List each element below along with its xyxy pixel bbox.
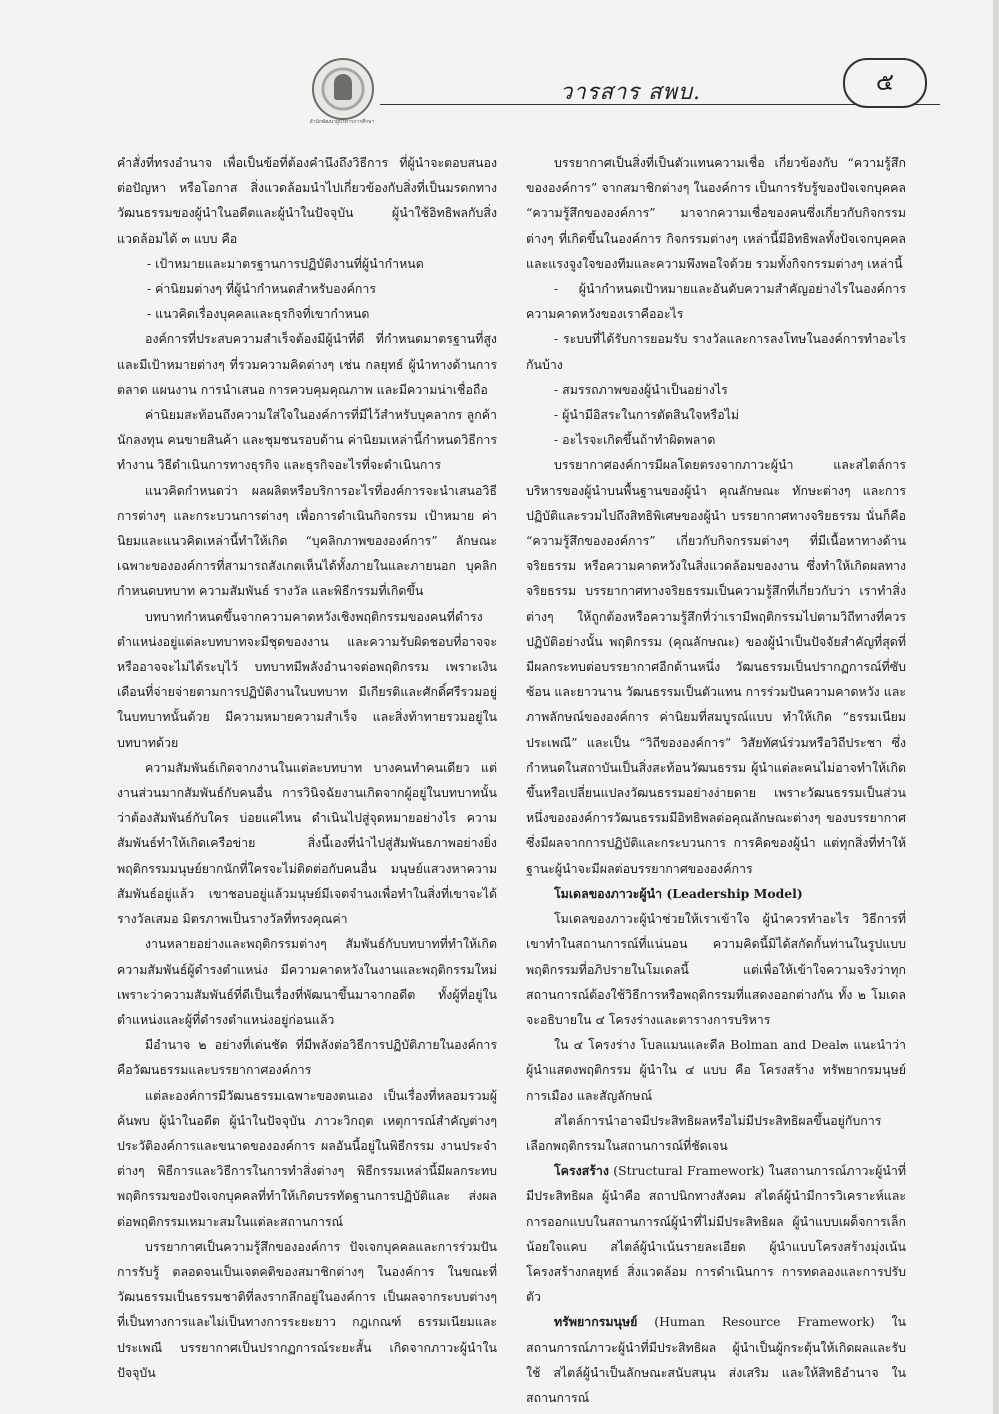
bullet-item: - ผู้นำมีอิสระในการตัดสินใจหรือไม่ <box>554 407 740 423</box>
paragraph: บรรยากาศเป็นสิ่งที่เป็นตัวแทนความเชื่อ เกี่ยวข้องกับ “ความรู้สึกขององค์การ” จากสมาชิกต่างๆ ในองค์การ เป็นการรับรู้ของปัจเจกบุคคล “ความรู้สึกขององค์การ” มาจากความเชื่อของคนซึ่งเกี่ยวกับกิจกรรมต่างๆ ที่เกิดขึ้นในองค์การ กิจกรรมต่างๆ เหล่านี้มีอิทธิพลทั้งปัจเจกบุคคล และแรงจูงใจของทีมและความพึงพอใจด้วย รวมทั้งกิจกรรมต่างๆ เหล่านี้ <box>526 155 906 271</box>
paragraph: สไตล์การนำอาจมีประสิทธิผลหรือไม่มีประสิทธิผลขึ้นอยู่กับการเลือกพฤติกรรมในสถานการณ์ที่ชัดเจน <box>526 1112 882 1153</box>
paragraph: ค่านิยมสะท้อนถึงความใส่ใจในองค์การที่มีไว้สำหรับบุคลากร ลูกค้า นักลงทุน คนขายสินค้า และชุมชนรอบด้าน ค่านิยมเหล่านี้กำหนดวิธีการทำงาน วิธีดำเนินการทางธุรกิจ และธุรกิจอะไรที่จะดำเนินการ <box>117 407 497 473</box>
paragraph: ใน ๔ โครงร่าง โบลแมนและดีล Bolman and Deal๓ แนะนำว่าผู้นำแสดงพฤติกรรม ผู้นำใน ๔ แบบ คือ โครงสร้าง ทรัพยากรมนุษย์ การเมือง และสัญลักษณ์ <box>526 1037 906 1103</box>
bullet-item: - ผู้นำกำหนดเป้าหมายและอันดับความสำคัญอย่างไรในองค์การ ความคาดหวังของเราคืออะไร <box>526 281 906 322</box>
section-heading-text: โมเดลของภาวะผู้นำ (Leadership Model) <box>554 885 803 901</box>
paragraph: งานหลายอย่างและพฤติกรรมต่างๆ สัมพันธ์กับบทบาทที่ทำให้เกิดความสัมพันธ์ผู้ดำรงตำแหน่ง มีความคาดหวังในงานและพฤติกรรมใหม่ เพราะว่าความสัมพันธ์ที่ดีเป็นเรื่องที่พัฒนาขึ้นมาจากอดีต ทั้งผู้ที่อยู่ในตำแหน่งและผู้ที่ดำรงตำแหน่งอยู่ก่อนแล้ว <box>117 936 497 1027</box>
bullet-item: - ค่านิยมต่างๆ ที่ผู้นำกำหนดสำหรับองค์การ <box>147 281 377 297</box>
paragraph: บรรยากาศเป็นความรู้สึกขององค์การ ปัจเจกบุคคลและการร่วมปันการรับรู้ ตลอดจนเป็นเจตคติของสมาชิกต่างๆ ในองค์การ ในขณะที่วัฒนธรรมเป็นธรรมชาติที่ลงรากลึกอยู่ในองค์การ เป็นผลจากระบบต่างๆ ที่เป็นทางการและไม่เป็นทางการระยะยาว กฎเกณฑ์ ธรรมเนียมและประเพณี บรรยากาศเป็นปรากฏการณ์ระยะสั้น เกิดจากภาวะผู้นำในปัจจุบัน <box>117 1238 497 1380</box>
paragraph: องค์การที่ประสบความสำเร็จต้องมีผู้นำที่ดี ที่กำหนดมาตรฐานที่สูง และมีเป้าหมายต่างๆ ที่รวมความคิดต่างๆ เช่น กลยุทธ์ ผู้นำทางด้านการตลาด แผนงาน การนำเสนอ การควบคุมคุณภาพ และมีความน่าเชื่อถือ <box>117 331 497 397</box>
term-description: (Human Resource Framework) ในสถานการณ์ภาวะผู้นำที่มีประสิทธิผล ผู้นำเป็นผู้กระตุ้นให้เกิดผลและรับใช้ สไตล์ผู้นำเป็นลักษณะสนับสนุน ส่งเสริม และให้สิทธิอำนาจ ในสถานการณ์ <box>526 1314 906 1405</box>
section-heading <box>526 881 906 906</box>
paragraph: คำสั่งที่ทรงอำนาจ เพื่อเป็นข้อที่ต้องคำนึงถึงวิธีการ ที่ผู้นำจะตอบสนองต่อปัญหา หรือโอกาส สิ่งแวดล้อมนำไปเกี่ยวข้องกับสิ่งที่เป็นมรดกทางวัฒนธรรมของผู้นำในอดีตและผู้นำในปัจจุบัน ผู้นำใช้อิทธิพลกับสิ่งแวดล้อมได้ ๓ แบบ คือ <box>117 155 497 246</box>
institution-logo <box>312 58 374 120</box>
page-header <box>0 0 999 130</box>
term-label: ทรัพยากรมนุษย์ <box>554 1314 638 1330</box>
term-description: (Structural Framework) ในสถานการณ์ภาวะผู้นำที่มีประสิทธิผล ผู้นำคือ สถาปนิกทางสังคม สไตล์ผู้นำมีการวิเคราะห์และการออกแบบในสถานการณ์ผู้นำที่ไม่มีประสิทธิผล ผู้นำแบบเผด็จการเล็กน้อยใจแคบ สไตล์ผู้นำเน้นรายละเอียด ผู้นำแบบโครงสร้างมุ่งเน้นโครงสร้างกลยุทธ์ สิ่งแวดล้อม การดำเนินการ การทดลองและการปรับตัว <box>526 1163 906 1305</box>
bullet-item: - แนวคิดเรื่องบุคคลและธุรกิจที่เขากำหนด <box>147 306 370 322</box>
paragraph: บรรยากาศองค์การมีผลโดยตรงจากภาวะผู้นำ และสไตล์การบริหารของผู้นำบนพื้นฐานของผู้นำ คุณลักษณะ ทักษะต่างๆ และการปฏิบัติและรวมไปถึงสิทธิพิเศษของผู้นำ บรรยากาศทางจริยธรรม นั่นก็คือ “ความรู้สึกขององค์การ” เกี่ยวกับกิจกรรมต่างๆ ที่มีเนื้อหาทางด้านจริยธรรม หรือความคาดหวังในสิ่งแวดล้อมของงาน ซึ่งทำให้เกิดผลทางจริยธรรม บรรยากาศทางจริยธรรมเป็นความรู้สึกที่เกี่ยวกับว่า เราทำสิ่งต่างๆ ให้ถูกต้องหรือความรู้สึกที่ว่าเรามีพฤติกรรมไปตามวิถีทางที่ควรปฏิบัติอย่างนั้น พฤติกรรม (คุณลักษณะ) ของผู้นำเป็นปัจจัยสำคัญที่สุดที่มีผลกระทบต่อบรรยากาศอีกด้านหนึ่ง วัฒนธรรมเป็นปรากฏการณ์ที่ซับซ้อน และยาวนาน วัฒนธรรมเป็นตัวแทน การร่วมปันความคาดหวัง และภาพลักษณ์ขององค์การ ค่านิยมที่สมบูรณ์แบบ ทำให้เกิด “ธรรมเนียมประเพณี” และเป็น “วิถีขององค์การ” วิสัยทัศน์ร่วมหรือวิถีประชา ซึ่งกำหนดในสถาบันเป็นสิ่งสะท้อนวัฒนธรรม ผู้นำแต่ละคนไม่อาจทำให้เกิดขึ้นหรือเปลี่ยนแปลงวัฒนธรรมอย่างง่ายดาย เพราะวัฒนธรรมเป็นส่วนหนึ่งขององค์การวัฒนธรรมมีอิทธิพลต่อคุณลักษณะต่างๆ ของบรรยากาศ ซึ่งมีผลจากการปฏิบัติและกระบวนการ การคิดของผู้นำ แต่ทุกสิ่งที่ทำให้ฐานะผู้นำจะมีผลต่อบรรยากาศขององค์การ <box>526 457 906 876</box>
bullet-item: - อะไรจะเกิดขึ้นถ้าทำผิดพลาด <box>554 432 716 448</box>
paragraph: ความสัมพันธ์เกิดจากงานในแต่ละบทบาท บางคนทำคนเดียว แต่งานส่วนมากสัมพันธ์กับคนอื่น การวินิจฉัยงานเกิดจากผู้อยู่ในบทบาทนั้นว่าต้องสัมพันธ์กับใคร บ่อยแค่ไหน ดำเนินไปสู่จุดหมายอย่างไร ความสัมพันธ์ทำให้เกิดเครือข่าย สิ่งนี้เองที่นำไปสู่สัมพันธภาพอย่างยิ่ง พฤติกรรมมนุษย์ยากนักที่ใครจะไม่ติดต่อกับคนอื่น มนุษย์แสวงหาความสัมพันธ์อยู่แล้ว เขาชอบอยู่แล้วมนุษย์มีเจตจำนงเพื่อทำในสิ่งที่เขาจะได้รางวัลเสมอ มิตรภาพเป็นรางวัลที่ทรงคุณค่า <box>117 759 497 927</box>
bullet-item: - สมรรถภาพของผู้นำเป็นอย่างไร <box>554 381 728 397</box>
paragraph: บทบาทกำหนดขึ้นจากความคาดหวังเชิงพฤติกรรมของคนที่ดำรงตำแหน่งอยู่แต่ละบทบาทจะมีชุดของงาน และความรับผิดชอบที่อาจจะหรืออาจจะไม่ได้ระบุไว้ บทบาทมีพลังอำนาจต่อพฤติกรรม เพราะเงินเดือนที่จ่ายจ่ายตามการปฏิบัติงานในบทบาท มีเกียรติและศักดิ์ศรีรวมอยู่ในบทบาทนั้นด้วย มีความหมายความสำเร็จ และสิ่งท้าทายรวมอยู่ในบทบาทด้วย <box>117 608 497 750</box>
bullet-item: - ระบบที่ได้รับการยอมรับ รางวัลและการลงโทษในองค์การทำอะไรกันบ้าง <box>526 331 906 372</box>
logo-caption: สำนักพัฒนาผู้บริหารการศึกษา <box>309 119 375 125</box>
left-column <box>117 150 497 1385</box>
page-edge <box>993 0 999 1414</box>
paragraph: มีอำนาจ ๒ อย่างที่เด่นชัด ที่มีพลังต่อวิธีการปฏิบัติภายในองค์การ คือวัฒนธรรมและบรรยากาศองค์การ <box>117 1037 497 1078</box>
paragraph: แต่ละองค์การมีวัฒนธรรมเฉพาะของตนเอง เป็นเรื่องที่หลอมรวมผู้ค้นพบ ผู้นำในอดีต ผู้นำในปัจจุบัน ภาวะวิกฤต เหตุการณ์สำคัญต่างๆ ประวัติองค์การและขนาดขององค์การ ผลอันนี้อยู่ในพิธีกรรม งานประจำต่างๆ พิธีการและวิธีการในการทำสิ่งต่างๆ พิธีกรรมเหล่านี้มีผลกระทบพฤติกรรมของปัจเจกบุคคลที่ทำให้เกิดบรรทัดฐานการปฏิบัติและ ส่งผลต่อพฤติกรรมเหมาะสมในแต่ละสถานการณ์ <box>117 1087 497 1229</box>
paragraph: โมเดลของภาวะผู้นำช่วยให้เราเข้าใจ ผู้นำควรทำอะไร วิธีการที่เขาทำในสถานการณ์ที่แน่นอน ความคิดนี้มิได้สกัดกั้นท่านในรูปแบบพฤติกรรมที่อภิปรายในโมเดลนี้ แต่เพื่อให้เข้าใจความจริงว่าทุกสถานการณ์ต้องใช้วิธีการหรือพฤติกรรมที่แสดงออกต่างกัน ทั้ง ๒ โมเดล จะอธิบายใน ๔ โครงร่างและตารางการบริหาร <box>526 911 906 1027</box>
term-label: โครงสร้าง <box>554 1163 609 1179</box>
paragraph <box>526 1309 906 1410</box>
paragraph <box>526 1158 906 1309</box>
bullet-item: - เป้าหมายและมาตรฐานการปฏิบัติงานที่ผู้นำกำหนด <box>147 255 424 271</box>
paragraph: แนวคิดกำหนดว่า ผลผลิตหรือบริการอะไรที่องค์การจะนำเสนอวิธีการต่างๆ และกระบวนการต่างๆ เพื่อการดำเนินกิจกรรม เป้าหมาย ค่านิยมและแนวคิดเหล่านี้ทำให้เกิด “บุคลิกภาพขององค์การ” ลักษณะเฉพาะขององค์การที่สามารถสังเกตเห็นได้ทั้งภายในและภายนอก บุคลิกกำหนดบทบาท ความสัมพันธ์ รางวัล และพิธีกรรมที่เกิดขึ้น <box>117 482 497 599</box>
journal-title: วารสาร สพบ. <box>560 80 702 105</box>
page-number-badge: ๕ <box>843 58 927 108</box>
right-column <box>526 150 906 1410</box>
logo-emblem-icon <box>334 74 352 100</box>
